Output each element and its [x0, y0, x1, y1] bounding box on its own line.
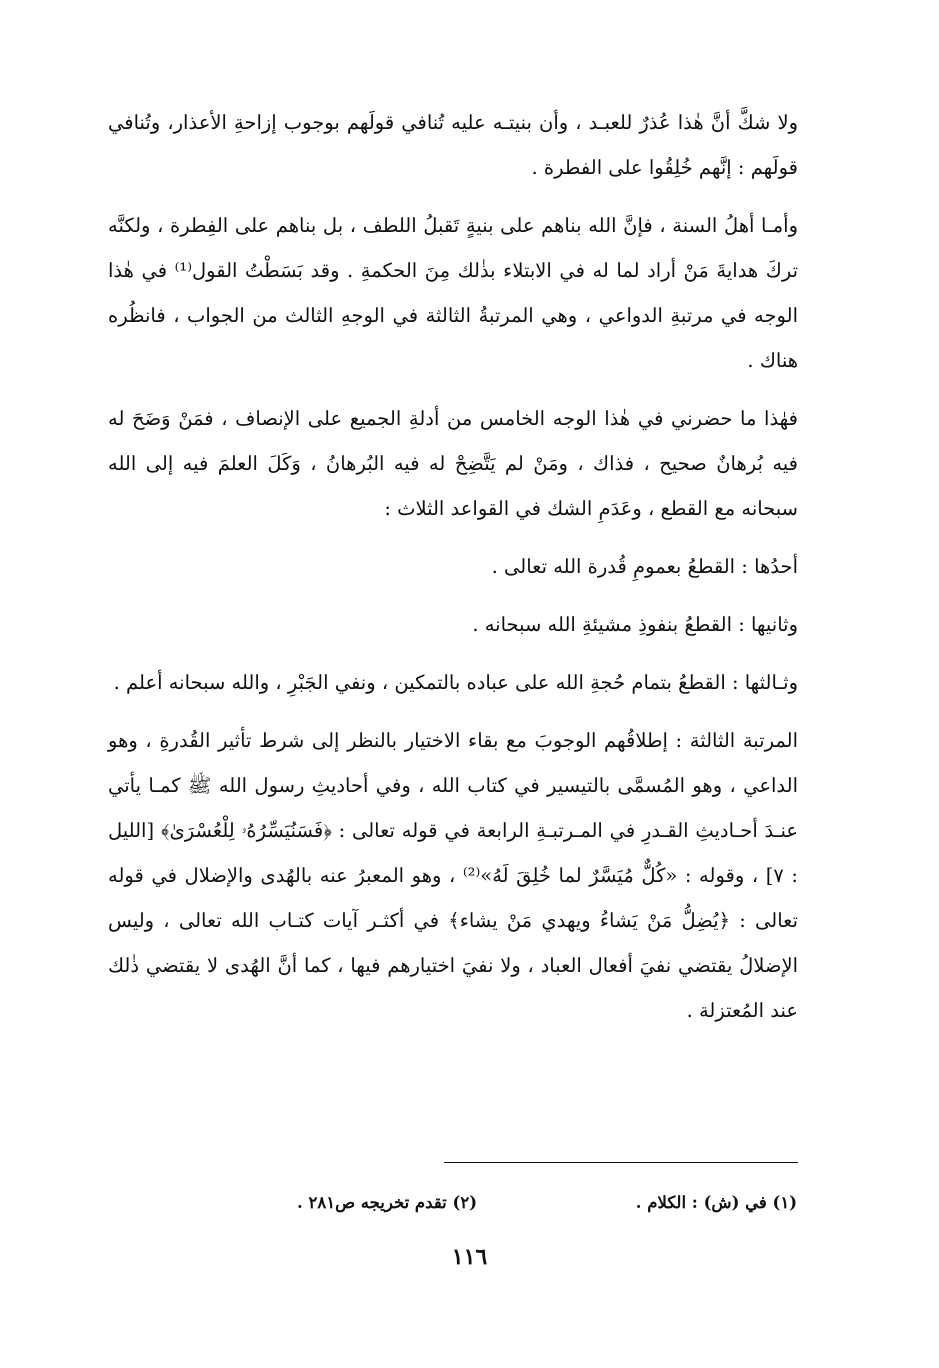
footnote-2: (٢) تقدم تخريجه ص٢٨١ .: [296, 1193, 477, 1212]
paragraph-4: أحدُها : القطعُ بعمومِ قُدرة الله تعالى .: [491, 555, 798, 578]
footnote-divider: [444, 1162, 798, 1163]
paragraph-1: ولا شكَّ أنَّ هٰذا عُذرٌ للعبـد ، وأن بنيتـه عليه تُنافي قولَهم بوجوب إزاحةِ الأعذار، وتُنافي قولَهم : إنَّهم خُلِقُوا على الفطرة .: [108, 111, 798, 179]
paragraph-5: وثانيها : القطعُ بنفوذِ مشيئةِ الله سبحانه .: [472, 613, 798, 636]
paragraph-6: وثـالثها : القطعُ بتمام حُجةِ الله على عباده بالتمكين ، ونفي الجَبْرِ ، والله سبحانه أعلم .: [113, 671, 798, 694]
paragraph-2: وأمـا أهلُ السنة ، فإنَّ الله بناهم على بنيةٍ تَقبلُ اللطف ، بل بناهم على الفِطرة ، ولكنَّه تركَ هدايةَ مَنْ أراد لما له في الابتلاء بذٰلك مِنَ الحكمةِ . وقد بَسَطْتُ القول⁽¹⁾ في هٰذا الوجه في مرتبةِ الدواعي ، وهي المرتبةُ الثالثة في الوجهِ الثالث من الجواب ، فانظُره هناك .: [108, 214, 799, 372]
paragraph-3: فهٰذا ما حضرني في هٰذا الوجه الخامس من أدلةِ الجميع على الإنصاف ، فمَنْ وَضَحَ له فيه بُرهانٌ صحيح ، فذاك ، ومَنْ لم يَتَّضِحْ له فيه البُرهانُ ، وَكَلَ العلمَ فيه إلى الله سبحانه مع القطع ، وعَدَمِ الشك في القواعد الثلاث :: [108, 407, 798, 520]
main-text: [108, 100, 798, 1046]
paragraph-7: المرتبة الثالثة : إطلاقُهم الوجوبَ مع بقاء الاختيار بالنظر إلى شرط تأثير القُدرةِ ، وهو الداعي ، وهو المُسمَّى بالتيسير في كتاب الله ، وفي أحاديثِ رسول الله ﷺ كمـا يأتي عنـدَ أحـاديثِ القـدرِ في المـرتبـةِ الرابعة في قوله تعالى : ﴿فَسَنُيَسِّرُهُۥ لِلْعُسْرَىٰ﴾ [الليل : ٧] ، وقوله : «كُلٌّ مُيَسَّرٌ لما خُلِقَ لَهُ»⁽²⁾ ، وهو المعبرُ عنه بالهُدى والإضلال في قوله تعالى : ﴿يُضِلُّ مَنْ يَشاءُ ويهدي مَنْ يشاء﴾ في أكثـر آيات كتـاب الله تعالى ، وليس الإضلالُ يقتضي نفيَ أفعال العباد ، ولا نفيَ اختيارهم فيها ، كما أنَّ الهُدى لا يقتضي ذٰلك عند المُعتزلة .: [108, 729, 798, 1022]
footnote-1: (١) في (ش) : الكلام .: [635, 1193, 797, 1212]
page-number: ١١٦: [451, 1244, 488, 1270]
